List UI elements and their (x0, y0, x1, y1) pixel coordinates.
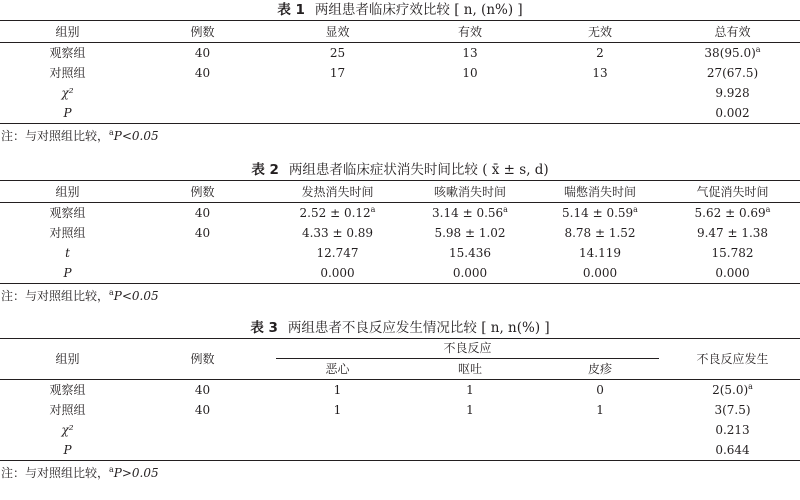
table-3-title (0, 318, 800, 338)
column-header: 显效 (270, 21, 405, 43)
table-3-header-row (0, 339, 800, 360)
table-row (0, 440, 800, 461)
table-row (0, 400, 800, 420)
table-1-note (0, 126, 800, 146)
table-3-caption: 两组患者不良反应发生情况比较 [ n, n(%) ] (287, 320, 550, 336)
table-row (0, 223, 800, 243)
p-label: P (0, 440, 135, 461)
note-superscript: a (109, 288, 114, 297)
table-row (0, 63, 800, 83)
superscript: a (765, 205, 771, 214)
value: 2(5.0) (712, 383, 749, 397)
cell (665, 203, 800, 224)
superscript: a (633, 205, 638, 214)
column-subheader: 呕吐 (405, 359, 535, 380)
table-1-grid (0, 20, 800, 124)
cell-total: 3(7.5) (714, 403, 751, 417)
cell: 0 (596, 383, 604, 397)
t-value: 12.747 (316, 246, 359, 260)
table-3-note (0, 463, 800, 483)
cell: 25 (329, 46, 346, 60)
table-row (0, 380, 800, 401)
column-header: 气促消失时间 (665, 181, 800, 203)
table-row (0, 263, 800, 284)
row-group: 观察组 (49, 206, 86, 220)
column-header: 喘憋消失时间 (535, 181, 665, 203)
cell: 1 (466, 403, 474, 417)
p-value: 0.000 (665, 263, 800, 284)
superscript: a (748, 382, 753, 391)
column-group-header (270, 339, 665, 360)
cell: 1 (596, 403, 604, 417)
row-group: 观察组 (49, 46, 86, 60)
note-stat: P>0.05 (113, 466, 159, 480)
table-3-label: 表 3 (250, 320, 278, 336)
value: 3.14 ± 0.56 (432, 206, 504, 220)
column-header: 不良反应发生 (665, 339, 800, 380)
p-label: P (0, 103, 135, 124)
table-3 (0, 318, 800, 483)
column-header: 总有效 (665, 21, 800, 43)
table-row (0, 103, 800, 124)
chi-label: χ² (61, 86, 74, 100)
cell (405, 203, 535, 224)
table-2 (0, 160, 800, 306)
value: 2.52 ± 0.12 (299, 206, 371, 220)
table-row (0, 420, 800, 440)
column-header: 例数 (135, 339, 270, 380)
row-group: 对照组 (49, 66, 86, 80)
chi-value: 0.213 (715, 423, 750, 437)
table-1-caption: 两组患者临床疗效比较 [ n, (n%) ] (314, 2, 523, 18)
table-1 (0, 0, 800, 146)
table-3-grid (0, 338, 800, 461)
note-superscript: a (109, 128, 114, 137)
row-count: 40 (194, 403, 211, 417)
column-subheader: 恶心 (270, 359, 405, 380)
note-prefix: 注：与对照组比较， (1, 129, 110, 143)
chi-label: χ² (61, 423, 74, 437)
row-count: 40 (194, 226, 211, 240)
table-2-header-row (0, 181, 800, 203)
cell-total (665, 43, 800, 64)
t-value: 15.436 (449, 246, 491, 260)
row-group: 观察组 (49, 383, 86, 397)
cell (535, 203, 665, 224)
table-row (0, 243, 800, 263)
row-count: 40 (194, 383, 211, 397)
value: 5.14 ± 0.59 (562, 206, 634, 220)
row-count: 40 (194, 46, 211, 60)
column-header: 有效 (405, 21, 535, 43)
column-header: 组别 (0, 181, 135, 203)
p-label: P (0, 263, 135, 284)
column-header: 例数 (135, 181, 270, 203)
t-label: t (65, 246, 70, 260)
row-count: 40 (194, 66, 211, 80)
table-2-label: 表 2 (251, 162, 279, 178)
table-2-note (0, 286, 800, 306)
note-prefix: 注：与对照组比较， (1, 466, 110, 480)
table-row (0, 83, 800, 103)
note-prefix: 注：与对照组比较， (1, 289, 110, 303)
chi-value: 9.928 (715, 86, 750, 100)
t-value: 15.782 (711, 246, 754, 260)
cell: 13 (592, 66, 608, 80)
t-value: 14.119 (579, 246, 621, 260)
note-superscript: a (109, 465, 114, 474)
cell: 13 (462, 46, 478, 60)
cell: 10 (462, 66, 478, 80)
cell: 9.47 ± 1.38 (696, 226, 769, 240)
note-stat: P<0.05 (113, 289, 159, 303)
cell: 8.78 ± 1.52 (564, 226, 636, 240)
superscript: a (503, 205, 508, 214)
p-value: 0.000 (270, 263, 405, 284)
cell: 5.98 ± 1.02 (434, 226, 506, 240)
cell-total (665, 380, 800, 401)
column-header: 例数 (135, 21, 270, 43)
row-count: 40 (194, 206, 211, 220)
cell (270, 203, 405, 224)
column-header: 组别 (0, 21, 135, 43)
table-row (0, 43, 800, 64)
superscript: a (370, 205, 376, 214)
cell: 1 (466, 383, 474, 397)
column-subheader: 皮疹 (535, 359, 665, 380)
note-stat: P<0.05 (113, 129, 159, 143)
superscript: a (755, 45, 761, 54)
row-group: 对照组 (49, 403, 86, 417)
cell: 2 (596, 46, 604, 60)
table-2-grid (0, 180, 800, 284)
p-value: 0.644 (665, 440, 800, 461)
table-2-caption: 两组患者临床症状消失时间比较 ( x̄ ± s, d) (288, 162, 549, 178)
p-value: 0.000 (535, 263, 665, 284)
column-header: 发热消失时间 (270, 181, 405, 203)
cell: 1 (333, 383, 342, 397)
cell: 17 (329, 66, 346, 80)
column-header: 组别 (0, 339, 135, 380)
value: 38(95.0) (704, 46, 756, 60)
table-1-title (0, 0, 800, 20)
column-header: 无效 (535, 21, 665, 43)
table-row (0, 203, 800, 224)
table-1-header-row (0, 21, 800, 43)
row-group: 对照组 (49, 226, 86, 240)
cell: 1 (333, 403, 342, 417)
p-value: 0.000 (405, 263, 535, 284)
value: 5.62 ± 0.69 (694, 206, 766, 220)
table-1-label: 表 1 (277, 2, 305, 18)
adverse-header: 不良反应 (276, 339, 659, 359)
cell: 4.33 ± 0.89 (301, 226, 374, 240)
cell-total: 27(67.5) (706, 66, 759, 80)
table-2-title (0, 160, 800, 180)
column-header: 咳嗽消失时间 (405, 181, 535, 203)
p-value: 0.002 (665, 103, 800, 124)
